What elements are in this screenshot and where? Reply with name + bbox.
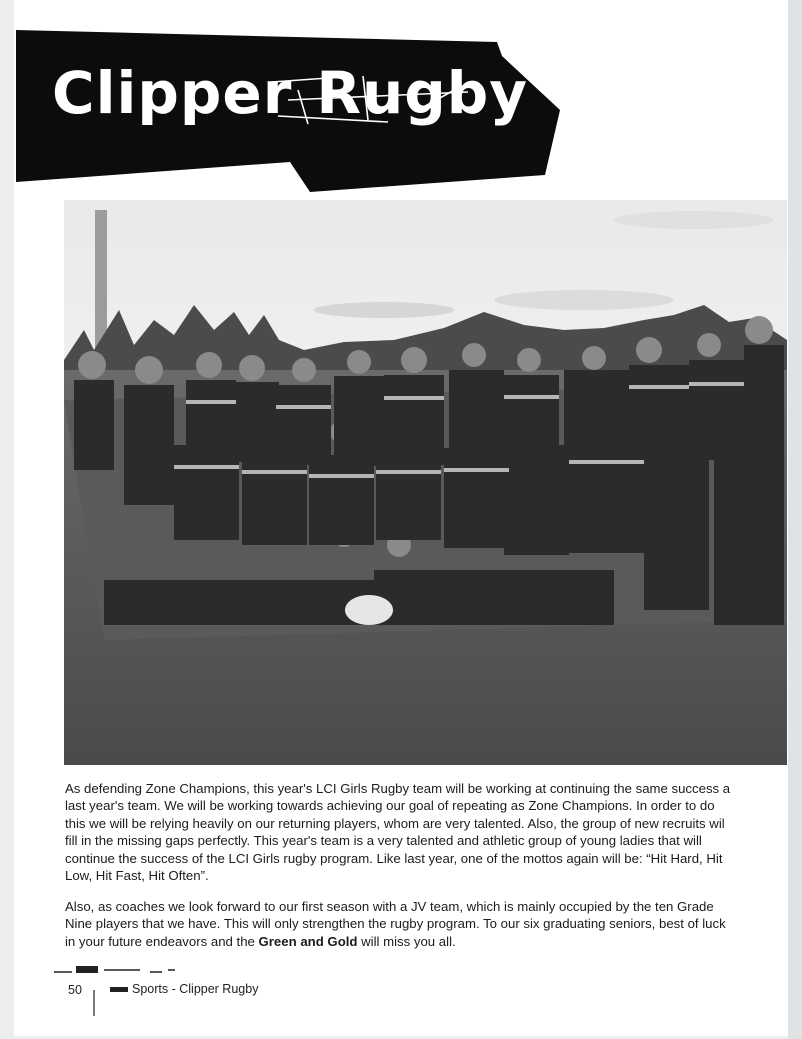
- article-paragraph-2: [65, 898, 793, 950]
- paragraph-1-line: continue the success of the LCI Girls rugby program. Like last year, one of the mottos again will be: “Hit Hard, Hit: [65, 850, 723, 866]
- paragraph-1-line: last year's team. We will be working towards achieving our goal of repeating as Zone Champions. In order to do: [65, 798, 715, 814]
- paragraph-1-line: As defending Zone Champions, this year's LCI Girls Rugby team will be working at continuing the same success a: [65, 781, 731, 796]
- section-label: Sports - Clipper Rugby: [132, 982, 259, 996]
- green-and-gold-text: Green and Gold: [258, 933, 358, 949]
- team-photo-icon: [64, 200, 787, 765]
- article-paragraph-1: [65, 780, 793, 884]
- paragraph-2-line: Also, as coaches we look forward to our first season with a JV team, which is mainly occupied by the ten Grade: [65, 899, 714, 914]
- scratch-marks-icon: [268, 70, 473, 130]
- paragraph-1-line: fill in the missing gaps perfectly. This year's team is a very talented and athletic group of young ladies that will: [65, 833, 702, 849]
- title-word-clipper: Clipper: [52, 59, 293, 127]
- paragraph-2-line-start: in your future endeavors and the: [65, 933, 259, 949]
- paragraph-1-line: this we will be relying heavily on our returning players, whom are very talented. Also, the group of new recruits wil: [65, 815, 725, 831]
- paragraph-2-last-line: [65, 933, 793, 950]
- title-word-rugby: Rugby: [316, 59, 529, 127]
- paragraph-2-line-end: will miss you all.: [357, 933, 456, 949]
- paragraph-1-line: Low, Hit Fast, Hit Often”.: [65, 867, 209, 883]
- page-number: 50: [68, 983, 82, 997]
- paragraph-2-line: Nine players that we have. This will only strengthen the rugby program. To our six graduating seniors, best of luck: [65, 916, 726, 932]
